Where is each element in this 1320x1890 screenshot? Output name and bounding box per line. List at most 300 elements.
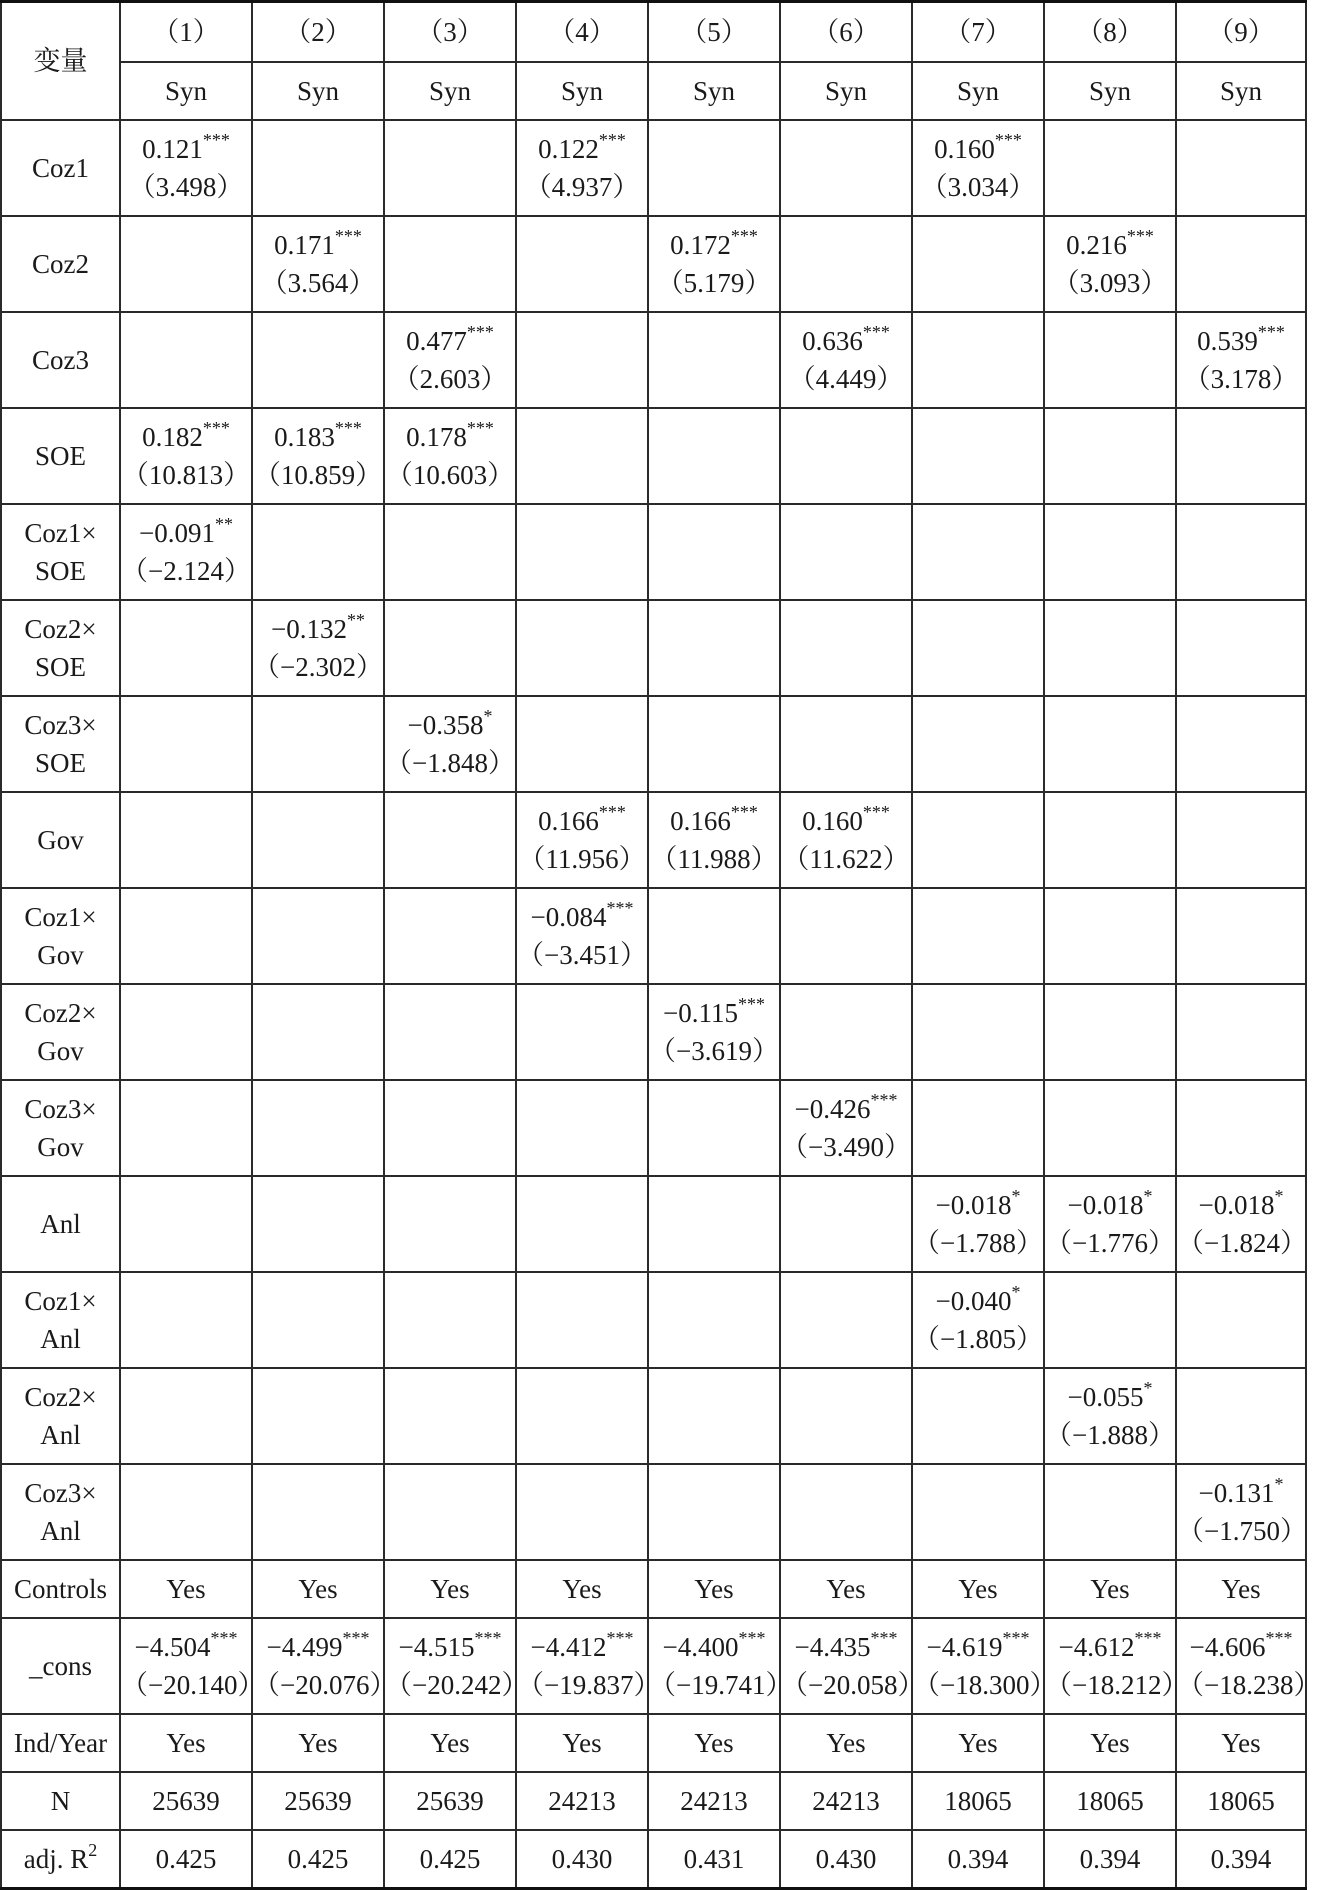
col-number: （2） xyxy=(252,2,384,63)
row-label xyxy=(1,1368,120,1464)
coefficient xyxy=(913,1186,1043,1224)
coefficient-value: −0.040 xyxy=(935,1286,1012,1316)
t-statistic: （10.813） xyxy=(121,460,251,490)
t-statistic: （−1.824） xyxy=(1177,1228,1307,1258)
n-cell: 24213 xyxy=(648,1772,780,1830)
adj-r2-cell: 0.394 xyxy=(912,1830,1044,1889)
indyear-cell: Yes xyxy=(120,1714,252,1772)
adj-r2-cell: 0.425 xyxy=(120,1830,252,1889)
significance-stars: *** xyxy=(730,226,758,246)
t-statistic: （3.564） xyxy=(260,268,376,298)
coefficient xyxy=(253,226,383,264)
coefficient-cell xyxy=(516,312,648,408)
variable-row xyxy=(1,408,1306,504)
significance-stars: *** xyxy=(870,1628,898,1648)
variable-row xyxy=(1,792,1306,888)
coefficient-cell xyxy=(252,1080,384,1176)
coefficient-cell xyxy=(384,504,516,600)
n-cell: 25639 xyxy=(252,1772,384,1830)
coefficient-value: −0.018 xyxy=(935,1190,1012,1220)
dep-var: Syn xyxy=(384,62,516,120)
variable-row xyxy=(1,1080,1306,1176)
coefficient-cell xyxy=(1176,1368,1306,1464)
coefficient-value: −0.055 xyxy=(1067,1382,1144,1412)
coefficient-cell xyxy=(516,408,648,504)
coefficient xyxy=(1045,1628,1175,1666)
significance-stars: *** xyxy=(738,1628,766,1648)
adj-r2-cell: 0.431 xyxy=(648,1830,780,1889)
row-label xyxy=(1,312,120,408)
row-label-line: Coz2× xyxy=(24,614,97,644)
coefficient-cell xyxy=(1176,888,1306,984)
t-statistic: （5.179） xyxy=(656,268,772,298)
coefficient xyxy=(1045,1186,1175,1224)
coefficient-value: 0.216 xyxy=(1066,230,1127,260)
coefficient-cell xyxy=(516,696,648,792)
coefficient-cell xyxy=(1044,1368,1176,1464)
variable-row xyxy=(1,120,1306,216)
coefficient xyxy=(385,1628,515,1666)
controls-cell: Yes xyxy=(120,1560,252,1618)
t-statistic: （−20.140） xyxy=(121,1670,265,1700)
coefficient-cell xyxy=(648,1080,780,1176)
coefficient-cell xyxy=(120,792,252,888)
controls-cell: Yes xyxy=(252,1560,384,1618)
coefficient xyxy=(1177,1186,1305,1224)
coefficient-cell xyxy=(120,504,252,600)
t-statistic: （2.603） xyxy=(392,364,508,394)
summary-rows xyxy=(1,1560,1320,1889)
coefficient-value: −4.400 xyxy=(662,1632,739,1662)
adj-r2-cell: 0.430 xyxy=(780,1830,912,1889)
coefficient-cell xyxy=(648,216,780,312)
coefficient-cell xyxy=(384,888,516,984)
n-cell: 24213 xyxy=(516,1772,648,1830)
coefficient-value: 0.182 xyxy=(142,422,203,452)
coefficient xyxy=(385,322,515,360)
coefficient-cell xyxy=(120,120,252,216)
variable-row xyxy=(1,888,1306,984)
coefficient-cell xyxy=(912,504,1044,600)
row-label: Controls xyxy=(1,1560,120,1618)
t-statistic: （−2.302） xyxy=(253,652,383,682)
constant-cell xyxy=(648,1618,793,1714)
coefficient xyxy=(1045,1378,1175,1416)
t-statistic: （−18.212） xyxy=(1045,1670,1189,1700)
col-number: （5） xyxy=(648,2,780,63)
coefficient-value: −4.619 xyxy=(926,1632,1003,1662)
significance-stars: *** xyxy=(598,130,626,150)
significance-stars: * xyxy=(1143,1186,1153,1206)
coefficient-cell xyxy=(780,600,912,696)
coefficient-cell xyxy=(912,312,1044,408)
t-statistic: （−18.300） xyxy=(913,1670,1057,1700)
row-label-line: Coz2 xyxy=(32,249,89,279)
adj-r2-cell: 0.425 xyxy=(252,1830,384,1889)
coefficient xyxy=(649,1628,779,1666)
coefficient-value: −0.132 xyxy=(271,614,347,644)
indyear-cell: Yes xyxy=(912,1714,1044,1772)
controls-cell: Yes xyxy=(780,1560,912,1618)
coefficient-value: 0.160 xyxy=(802,806,863,836)
coefficient-cell xyxy=(252,216,384,312)
significance-stars: *** xyxy=(466,322,494,342)
coefficient xyxy=(253,418,383,456)
row-label xyxy=(1,216,120,312)
coefficient-cell xyxy=(120,312,252,408)
significance-stars: *** xyxy=(202,418,230,438)
coefficient xyxy=(517,1628,647,1666)
coefficient-cell xyxy=(1176,696,1306,792)
t-statistic: （3.034） xyxy=(920,172,1036,202)
t-statistic: （−20.242） xyxy=(385,1670,529,1700)
row-label-line: Anl xyxy=(40,1324,81,1354)
coefficient-cell xyxy=(912,1368,1044,1464)
coefficient-value: 0.539 xyxy=(1197,326,1258,356)
indyear-cell: Yes xyxy=(1176,1714,1306,1772)
controls-cell: Yes xyxy=(648,1560,780,1618)
coefficient-cell xyxy=(120,1464,252,1560)
coefficient-value: −0.358 xyxy=(407,710,484,740)
controls-cell: Yes xyxy=(384,1560,516,1618)
coefficient-cell xyxy=(780,504,912,600)
coefficient-value: −0.115 xyxy=(663,998,738,1028)
t-statistic: （−1.750） xyxy=(1177,1516,1307,1546)
indyear-cell: Yes xyxy=(516,1714,648,1772)
coefficient xyxy=(781,1628,911,1666)
coefficient-cell xyxy=(384,1176,516,1272)
coefficient-cell xyxy=(780,696,912,792)
coefficient-cell xyxy=(912,1176,1044,1272)
coefficient-cell xyxy=(384,312,516,408)
constant-cell xyxy=(516,1618,661,1714)
coefficient-cell xyxy=(912,120,1044,216)
row-label-line: Coz3× xyxy=(24,1094,97,1124)
t-statistic: （3.178） xyxy=(1183,364,1299,394)
significance-stars: *** xyxy=(730,802,758,822)
t-statistic: （−3.451） xyxy=(517,940,647,970)
coefficient-cell xyxy=(252,696,384,792)
col-number: （1） xyxy=(120,2,252,63)
n-cell: 24213 xyxy=(780,1772,912,1830)
row-label-line: Anl xyxy=(40,1516,81,1546)
t-statistic: （−1.776） xyxy=(1045,1228,1175,1258)
coefficient-cell xyxy=(1176,1272,1306,1368)
significance-stars: *** xyxy=(1126,226,1154,246)
coefficient-cell xyxy=(780,408,912,504)
coefficient-cell xyxy=(384,120,516,216)
coefficient-rows xyxy=(1,120,1306,1560)
t-statistic: （4.449） xyxy=(788,364,904,394)
coefficient-cell xyxy=(1044,984,1176,1080)
n-cell: 25639 xyxy=(384,1772,516,1830)
coefficient-cell xyxy=(1044,120,1176,216)
n-cell: 18065 xyxy=(912,1772,1044,1830)
coefficient-cell xyxy=(1176,1464,1306,1560)
coefficient-cell xyxy=(120,1176,252,1272)
significance-stars: *** xyxy=(1002,1628,1030,1648)
coefficient-value: 0.172 xyxy=(670,230,731,260)
significance-stars: *** xyxy=(1265,1628,1293,1648)
coefficient-cell xyxy=(516,120,648,216)
header-row-column-numbers xyxy=(1,2,1306,63)
significance-stars: ** xyxy=(214,514,233,534)
coefficient-cell xyxy=(1044,216,1176,312)
variable-row xyxy=(1,1464,1306,1560)
row-label-line: Gov xyxy=(37,825,84,855)
coefficient-cell xyxy=(912,408,1044,504)
significance-stars: *** xyxy=(1257,322,1285,342)
coefficient-value: −4.515 xyxy=(398,1632,475,1662)
coefficient xyxy=(517,898,647,936)
significance-stars: ** xyxy=(346,610,365,630)
row-label-line: SOE xyxy=(34,441,86,471)
n-cell: 25639 xyxy=(120,1772,252,1830)
coefficient xyxy=(649,994,779,1032)
coefficient-cell xyxy=(1176,1176,1306,1272)
coefficient xyxy=(781,322,911,360)
coefficient-cell xyxy=(384,408,516,504)
row-label-line: Anl xyxy=(40,1420,81,1450)
coefficient-value: 0.122 xyxy=(538,134,599,164)
significance-stars: *** xyxy=(606,898,634,918)
coefficient xyxy=(385,418,515,456)
constant-cell xyxy=(1176,1618,1320,1714)
coefficient-cell xyxy=(120,408,252,504)
significance-stars: *** xyxy=(994,130,1022,150)
coefficient-cell xyxy=(1176,408,1306,504)
coefficient-cell xyxy=(912,1464,1044,1560)
coefficient-cell xyxy=(1176,600,1306,696)
row-label xyxy=(1,1464,120,1560)
coefficient-cell xyxy=(252,120,384,216)
row-label-line: Gov xyxy=(37,940,84,970)
coefficient-cell xyxy=(516,1176,648,1272)
t-statistic: （3.093） xyxy=(1052,268,1168,298)
controls-cell: Yes xyxy=(1176,1560,1306,1618)
coefficient-cell xyxy=(912,888,1044,984)
coefficient-cell xyxy=(648,312,780,408)
indyear-cell: Yes xyxy=(1044,1714,1176,1772)
coefficient-cell xyxy=(516,504,648,600)
row-label-adj-r2 xyxy=(1,1830,120,1889)
coefficient-cell xyxy=(516,984,648,1080)
coefficient-cell xyxy=(1044,600,1176,696)
coefficient-cell xyxy=(384,1272,516,1368)
coefficient-value: −4.612 xyxy=(1058,1632,1135,1662)
coefficient-cell xyxy=(780,1464,912,1560)
t-statistic: （−1.888） xyxy=(1045,1420,1175,1450)
col-number: （3） xyxy=(384,2,516,63)
significance-stars: * xyxy=(1274,1474,1284,1494)
col-number: （4） xyxy=(516,2,648,63)
variable-row xyxy=(1,1176,1306,1272)
dep-var: Syn xyxy=(1176,62,1306,120)
t-statistic: （−1.848） xyxy=(385,748,515,778)
dep-var: Syn xyxy=(648,62,780,120)
row-label-line: Coz3× xyxy=(24,1478,97,1508)
coefficient-cell xyxy=(252,984,384,1080)
row-label xyxy=(1,792,120,888)
coefficient-cell xyxy=(648,1464,780,1560)
coefficient-cell xyxy=(516,1464,648,1560)
coefficient-cell xyxy=(1176,216,1306,312)
col-number: （8） xyxy=(1044,2,1176,63)
significance-stars: *** xyxy=(862,322,890,342)
significance-stars: *** xyxy=(598,802,626,822)
coefficient-value: 0.166 xyxy=(538,806,599,836)
significance-stars: *** xyxy=(737,994,765,1014)
coefficient-value: −4.606 xyxy=(1189,1632,1266,1662)
col-number: （7） xyxy=(912,2,1044,63)
coefficient-cell xyxy=(1044,1464,1176,1560)
row-label-line: Coz1× xyxy=(24,518,97,548)
adj-r2-row xyxy=(1,1830,1306,1889)
coefficient-cell xyxy=(648,792,780,888)
significance-stars: *** xyxy=(466,418,494,438)
coefficient xyxy=(121,418,251,456)
t-statistic: （−3.490） xyxy=(781,1132,911,1162)
coefficient-cell xyxy=(1044,312,1176,408)
coefficient-cell xyxy=(1176,1080,1306,1176)
coefficient-cell xyxy=(120,1368,252,1464)
coefficient-cell xyxy=(1044,696,1176,792)
coefficient-cell xyxy=(516,1368,648,1464)
coefficient-value: −0.018 xyxy=(1067,1190,1144,1220)
significance-stars: *** xyxy=(474,1628,502,1648)
row-label: N xyxy=(1,1772,120,1830)
coefficient-cell xyxy=(384,792,516,888)
coefficient xyxy=(781,1090,911,1128)
row-label-line: SOE xyxy=(34,652,86,682)
coefficient-cell xyxy=(912,600,1044,696)
coefficient-cell xyxy=(912,216,1044,312)
coefficient-cell xyxy=(1044,1176,1176,1272)
variable-row xyxy=(1,696,1306,792)
coefficient-cell xyxy=(120,696,252,792)
coefficient-value: −0.131 xyxy=(1198,1478,1275,1508)
coefficient-cell xyxy=(252,312,384,408)
coefficient-cell xyxy=(1176,984,1306,1080)
significance-stars: * xyxy=(1011,1282,1021,1302)
coefficient-cell xyxy=(780,1368,912,1464)
coefficient-value: −4.435 xyxy=(794,1632,871,1662)
coefficient-value: 0.166 xyxy=(670,806,731,836)
coefficient-cell xyxy=(516,792,648,888)
coefficient-cell xyxy=(1044,1080,1176,1176)
t-statistic: （3.498） xyxy=(128,172,244,202)
significance-stars: *** xyxy=(870,1090,898,1110)
t-statistic: （−3.619） xyxy=(649,1036,779,1066)
coefficient-value: −0.084 xyxy=(530,902,607,932)
dep-var: Syn xyxy=(516,62,648,120)
row-label xyxy=(1,1080,120,1176)
row-label-line: Anl xyxy=(40,1209,81,1239)
coefficient-cell xyxy=(780,120,912,216)
coefficient xyxy=(913,1628,1043,1666)
coefficient-cell xyxy=(1176,504,1306,600)
row-label-line: Coz1 xyxy=(32,153,89,183)
row-label xyxy=(1,504,120,600)
adj-r2-cell: 0.394 xyxy=(1176,1830,1306,1889)
dep-var: Syn xyxy=(912,62,1044,120)
significance-stars: *** xyxy=(606,1628,634,1648)
coefficient-cell xyxy=(912,696,1044,792)
coefficient-value: 0.183 xyxy=(274,422,335,452)
coefficient xyxy=(649,802,779,840)
n-row xyxy=(1,1772,1306,1830)
col-number: （9） xyxy=(1176,2,1306,63)
coefficient-cell xyxy=(120,888,252,984)
coefficient-cell xyxy=(780,216,912,312)
row-label-line: Gov xyxy=(37,1132,84,1162)
coefficient-cell xyxy=(648,1272,780,1368)
significance-stars: *** xyxy=(334,418,362,438)
header-row-dep-vars xyxy=(1,62,1306,120)
coefficient-cell xyxy=(384,1464,516,1560)
coefficient xyxy=(1177,1474,1305,1512)
coefficient xyxy=(385,706,515,744)
coefficient-cell xyxy=(648,984,780,1080)
t-statistic: （11.956） xyxy=(518,844,646,874)
coefficient-cell xyxy=(1176,120,1306,216)
coefficient xyxy=(913,1282,1043,1320)
coefficient xyxy=(517,130,647,168)
row-label-line: Coz2× xyxy=(24,1382,97,1412)
t-statistic: （−19.837） xyxy=(517,1670,661,1700)
t-statistic: （−2.124） xyxy=(121,556,251,586)
dep-var: Syn xyxy=(780,62,912,120)
coefficient-cell xyxy=(1044,408,1176,504)
row-label xyxy=(1,408,120,504)
coefficient-cell xyxy=(120,600,252,696)
coefficient-value: −4.499 xyxy=(266,1632,343,1662)
dep-var: Syn xyxy=(1044,62,1176,120)
coefficient-value: 0.171 xyxy=(274,230,335,260)
t-statistic: （−20.058） xyxy=(781,1670,925,1700)
coefficient xyxy=(121,1628,251,1666)
constant-cell xyxy=(384,1618,529,1714)
coefficient xyxy=(121,514,251,552)
row-label-line: Gov xyxy=(37,1036,84,1066)
coefficient-cell xyxy=(516,888,648,984)
row-label-line: Coz3 xyxy=(32,345,89,375)
constant-cell xyxy=(120,1618,265,1714)
row-label: Ind/Year xyxy=(1,1714,120,1772)
row-label-line: Coz1× xyxy=(24,1286,97,1316)
row-label-line: Coz1× xyxy=(24,902,97,932)
variable-row xyxy=(1,1272,1306,1368)
indyear-cell: Yes xyxy=(648,1714,780,1772)
indyear-cell: Yes xyxy=(384,1714,516,1772)
coefficient xyxy=(253,1628,383,1666)
coefficient-cell xyxy=(252,1272,384,1368)
coefficient-cell xyxy=(648,888,780,984)
coefficient-cell xyxy=(384,1080,516,1176)
coefficient xyxy=(121,130,251,168)
row-label xyxy=(1,888,120,984)
coefficient-value: −4.504 xyxy=(134,1632,211,1662)
dep-var: Syn xyxy=(252,62,384,120)
controls-cell: Yes xyxy=(1044,1560,1176,1618)
controls-row xyxy=(1,1560,1306,1618)
variable-row xyxy=(1,312,1306,408)
coefficient-cell xyxy=(780,1080,912,1176)
coefficient-cell xyxy=(648,1176,780,1272)
coefficient-cell xyxy=(252,792,384,888)
coefficient-value: −0.091 xyxy=(139,518,215,548)
coefficient-value: 0.160 xyxy=(934,134,995,164)
